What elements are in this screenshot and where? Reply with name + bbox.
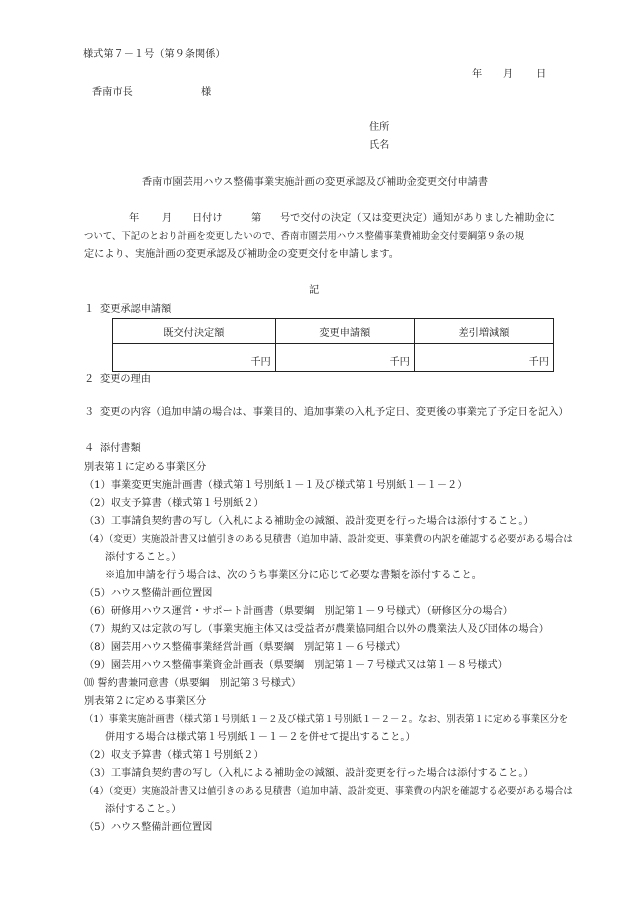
attach1-item-8: （8）園芸用ハウス整備事業経営計画（県要綱 別記第１－６号様式） (84, 642, 406, 653)
header-change-amount: 変更申請額 (275, 319, 414, 344)
attach1-item-9: （9）園芸用ハウス整備事業資金計画表（県要綱 別記第１－７号様式又は第１－８号様式） (84, 660, 508, 671)
document-title: 香南市園芸用ハウス整備事業実施計画の変更承認及び補助金変更交付申請書 (141, 177, 489, 188)
section-1-num: １ (84, 304, 95, 315)
attach1-item-2: （2）収支予算書（様式第１号別紙２） (84, 498, 264, 509)
attach2-item-1-cont: 併用する場合は様式第１号別紙１－１－２を併せて提出すること。） (105, 732, 416, 743)
attach2-heading: 別表第２に定める事業区分 (84, 696, 207, 707)
section-2-label: 変更の理由 (100, 374, 151, 385)
attach1-item-6: （6）研修用ハウス運営・サポート計画書（県要綱 別記第１－９号様式）（研修区分の場合） (84, 606, 513, 617)
attach1-note: ※追加申請を行う場合は、次のうち事業区分に応じて必要な書類を添付すること。 (105, 570, 482, 581)
date-year: 年 (472, 69, 483, 80)
addressee-honorific: 様 (201, 87, 212, 98)
attach1-item-1: （1）事業変更実施計画書（様式第１号別紙１－１及び様式第１号別紙１－１－２） (84, 480, 468, 491)
attach1-item-3: （3）工事請負契約書の写し（入札による補助金の減額、設計変更を行った場合は添付すること。） (84, 516, 534, 527)
section-3-num: ３ (84, 407, 95, 418)
attach1-item-4-cont: 添付すること。） (105, 552, 182, 563)
attach1-heading: 別表第１に定める事業区分 (84, 462, 207, 473)
intro-line-3: 定により、実施計画の変更承認及び補助金の変更交付を申請します。 (84, 249, 399, 260)
attach1-item-5: （5）ハウス整備計画位置図 (84, 588, 213, 599)
attach2-item-4-cont: 添付すること。） (105, 804, 182, 815)
attach2-item-4: （4）（変更）実施設計書又は値引きのある見積書（追加申請、設計変更、事業費の内訳を確認する必要がある場合は (84, 786, 573, 797)
unit-change-amount: 千円 (275, 344, 414, 372)
section-1-label: 変更承認申請額 (100, 304, 172, 315)
attach1-item-4: （4）（変更）実施設計書又は値引きのある見積書（追加申請、設計変更、事業費の内訳を確認する必要がある場合は (84, 534, 573, 545)
attach2-item-5: （5）ハウス整備計画位置図 (84, 822, 213, 833)
section-4-label: 添付書類 (100, 443, 141, 454)
attach2-item-1: （1）事業実施計画書（様式第１号別紙１－２及び様式第１号別紙１－２－２。なお、別表第１に定める事業区分を (84, 714, 569, 725)
date-day: 日 (536, 69, 547, 80)
applicant-name-label: 氏名 (369, 140, 390, 151)
attach2-item-2: （2）収支予算書（様式第１号別紙２） (84, 750, 264, 761)
intro-no: 第 (251, 213, 262, 224)
date-month: 月 (503, 69, 514, 80)
intro-line-2: ついて、下記のとおり計画を変更したいので、香南市園芸用ハウス整備事業費補助金交付要綱第９条の規 (84, 231, 524, 242)
intro-date: 日付け (192, 213, 223, 224)
intro-rest: 号で交付の決定（又は変更決定）通知がありました補助金に (280, 213, 556, 224)
attach2-item-3: （3）工事請負契約書の写し（入札による補助金の減額、設計変更を行った場合は添付すること。） (84, 768, 534, 779)
ki-mark: 記 (309, 285, 320, 296)
intro-month: 月 (162, 213, 173, 224)
intro-year: 年 (129, 213, 140, 224)
unit-existing-amount: 千円 (113, 344, 276, 372)
header-difference: 差引増減額 (414, 319, 553, 344)
section-3-label: 変更の内容（追加申請の場合は、事業目的、追加事業の入札予定日、変更後の事業完了予定日を記入） (100, 407, 569, 418)
form-number: 様式第７－１号（第９条関係） (83, 49, 226, 60)
section-4-num: ４ (84, 443, 95, 454)
section-2-num: ２ (84, 374, 95, 385)
attach1-item-10: ⑽ 誓約書兼同意書（県要綱 別記第３号様式） (84, 678, 302, 689)
amount-table (112, 318, 554, 372)
applicant-address-label: 住所 (369, 122, 390, 133)
header-existing-amount: 既交付決定額 (113, 319, 276, 344)
attach1-item-7: （7）規約又は定款の写し（事業実施主体又は受益者が農業協同組合以外の農業法人及び団体の場合） (84, 624, 549, 635)
unit-difference: 千円 (414, 344, 553, 372)
addressee-name: 香南市長 (92, 87, 133, 98)
